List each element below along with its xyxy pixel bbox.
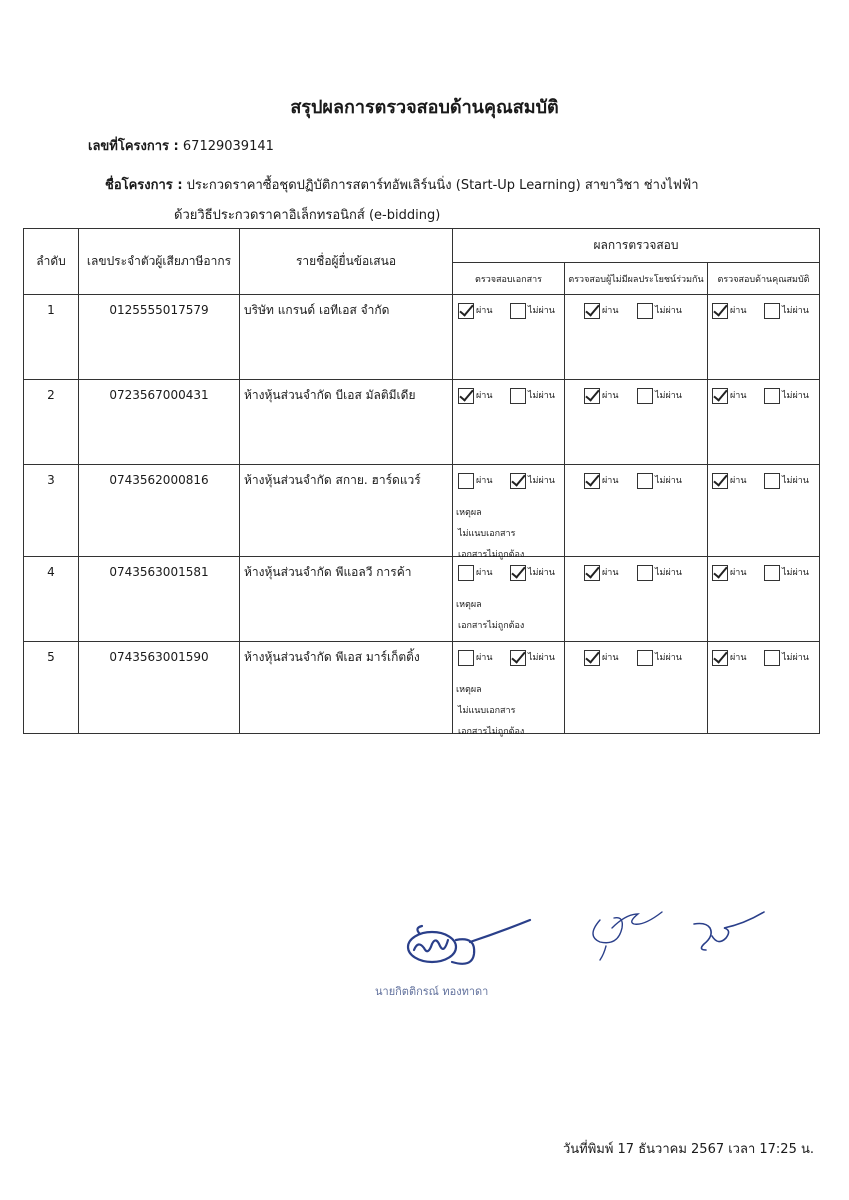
- pass-label: ผ่าน: [476, 653, 493, 663]
- checkbox-icon: [458, 388, 474, 404]
- fail-checkbox: [764, 473, 809, 489]
- pass-label: ผ่าน: [476, 568, 493, 578]
- checkbox-icon: [510, 650, 526, 666]
- table-row: [24, 642, 820, 734]
- conflict-check-cell: [565, 557, 708, 642]
- row-seq: 3: [24, 465, 79, 557]
- pass-label: ผ่าน: [602, 306, 619, 316]
- pass-checkbox: [712, 650, 746, 666]
- conflict-check-cell: [565, 295, 708, 380]
- pass-label: ผ่าน: [730, 653, 747, 663]
- reason-label: เหตุผล: [456, 508, 482, 518]
- table-row: [24, 557, 820, 642]
- pass-checkbox: [584, 650, 618, 666]
- pass-label: ผ่าน: [476, 306, 493, 316]
- reason-text: ไม่แนบเอกสาร: [458, 529, 516, 539]
- fail-label: ไม่ผ่าน: [528, 306, 555, 316]
- checkbox-icon: [584, 565, 600, 581]
- doc-check-cell: [453, 465, 565, 560]
- row-bidder-name: บริษัท แกรนด์ เอทีเอส จำกัด: [240, 295, 453, 380]
- reason-label: เหตุผล: [456, 685, 482, 695]
- checkbox-icon: [584, 303, 600, 319]
- fail-checkbox: [764, 303, 809, 319]
- doc-check-cell: [453, 557, 565, 642]
- table-row: [24, 380, 820, 465]
- fail-label: ไม่ผ่าน: [782, 568, 809, 578]
- pass-label: ผ่าน: [602, 391, 619, 401]
- pass-checkbox: [584, 388, 618, 404]
- reason-text: เอกสารไม่ถูกต้อง: [458, 550, 525, 560]
- row-tax-id: 0125555017579: [79, 295, 240, 380]
- checkbox-icon: [712, 388, 728, 404]
- checkbox-icon: [458, 650, 474, 666]
- fail-checkbox: [637, 473, 682, 489]
- header-doc-check: ตรวจสอบเอกสาร: [453, 263, 565, 295]
- pass-label: ผ่าน: [602, 568, 619, 578]
- row-seq: 1: [24, 295, 79, 380]
- fail-checkbox: [764, 388, 809, 404]
- pass-checkbox: [458, 303, 492, 319]
- checkbox-icon: [458, 473, 474, 489]
- pass-label: ผ่าน: [730, 391, 747, 401]
- doc-check-cell: [453, 642, 565, 737]
- pass-checkbox: [458, 565, 492, 581]
- table-row: [24, 295, 820, 380]
- checkbox-icon: [712, 473, 728, 489]
- row-bidder-name: ห้างหุ้นส่วนจำกัด สกาย. ฮาร์ดแวร์: [240, 465, 453, 557]
- row-tax-id: 0743563001590: [79, 642, 240, 734]
- fail-label: ไม่ผ่าน: [528, 391, 555, 401]
- checkbox-icon: [584, 388, 600, 404]
- pass-label: ผ่าน: [730, 476, 747, 486]
- fail-label: ไม่ผ่าน: [655, 653, 682, 663]
- checkbox-icon: [764, 565, 780, 581]
- header-bidder: รายชื่อผู้ยื่นข้อเสนอ: [240, 229, 453, 295]
- signature-3-icon: [694, 912, 764, 950]
- pass-label: ผ่าน: [730, 568, 747, 578]
- qual-check-cell: [708, 465, 820, 557]
- row-tax-id: 0743562000816: [79, 465, 240, 557]
- row-bidder-name: ห้างหุ้นส่วนจำกัด บีเอส มัลติมีเดีย: [240, 380, 453, 465]
- doc-check-cell: [453, 380, 565, 465]
- signature-2-icon: [593, 912, 662, 960]
- row-seq: 5: [24, 642, 79, 734]
- fail-checkbox: [510, 303, 555, 319]
- signature-1-icon: [408, 920, 530, 964]
- results-table: [23, 228, 820, 737]
- reason-text: เอกสารไม่ถูกต้อง: [458, 727, 525, 737]
- reason-text: ไม่แนบเอกสาร: [458, 706, 516, 716]
- doc-check-cell: [453, 295, 565, 380]
- signature-name: นายกิตติกรณ์ ทองทาดา: [375, 985, 489, 998]
- header-results: ผลการตรวจสอบ: [453, 229, 820, 263]
- row-bidder-name: ห้างหุ้นส่วนจำกัด พีเอส มาร์เก็ตติ้ง: [240, 642, 453, 734]
- project-number: 67129039141: [182, 139, 274, 154]
- fail-label: ไม่ผ่าน: [528, 568, 555, 578]
- row-seq: 2: [24, 380, 79, 465]
- reason-block: [456, 595, 524, 637]
- checkbox-icon: [637, 473, 653, 489]
- row-bidder-name: ห้างหุ้นส่วนจำกัด พีแอลวี การค้า: [240, 557, 453, 642]
- checkbox-icon: [584, 473, 600, 489]
- pass-checkbox: [458, 473, 492, 489]
- checkbox-icon: [712, 565, 728, 581]
- fail-checkbox: [637, 303, 682, 319]
- fail-checkbox: [637, 650, 682, 666]
- conflict-check-cell: [565, 380, 708, 465]
- header-seq: ลำดับ: [24, 229, 79, 295]
- fail-label: ไม่ผ่าน: [655, 391, 682, 401]
- checkbox-icon: [510, 473, 526, 489]
- checkbox-icon: [764, 303, 780, 319]
- pass-label: ผ่าน: [476, 476, 493, 486]
- checkbox-icon: [764, 473, 780, 489]
- checkbox-icon: [458, 303, 474, 319]
- print-date: วันที่พิมพ์ 17 ธันวาคม 2567 เวลา 17:25 น.: [562, 1142, 814, 1157]
- pass-checkbox: [712, 473, 746, 489]
- fail-label: ไม่ผ่าน: [782, 306, 809, 316]
- fail-label: ไม่ผ่าน: [782, 391, 809, 401]
- fail-label: ไม่ผ่าน: [782, 653, 809, 663]
- qual-check-cell: [708, 380, 820, 465]
- row-seq: 4: [24, 557, 79, 642]
- pass-checkbox: [584, 303, 618, 319]
- pass-label: ผ่าน: [730, 306, 747, 316]
- pass-label: ผ่าน: [602, 653, 619, 663]
- project-name-line1: ประกวดราคาซื้อชุดปฏิบัติการสตาร์ทอัพเลิร์นนิ่ง (Start-Up Learning) สาขาวิชา ช่างไฟฟ้า: [186, 178, 699, 193]
- fail-checkbox: [510, 388, 555, 404]
- project-number-line: [88, 135, 274, 156]
- fail-checkbox: [637, 565, 682, 581]
- header-conflict-check: ตรวจสอบผู้ไม่มีผลประโยชน์ร่วมกัน: [565, 263, 708, 295]
- fail-checkbox: [510, 473, 555, 489]
- project-name-line2: ด้วยวิธีประกวดราคาอิเล็กทรอนิกส์ (e-bidding): [174, 208, 441, 223]
- checkbox-icon: [764, 650, 780, 666]
- table-row: [24, 465, 820, 557]
- checkbox-icon: [510, 303, 526, 319]
- conflict-check-cell: [565, 465, 708, 557]
- checkbox-icon: [510, 388, 526, 404]
- fail-checkbox: [637, 388, 682, 404]
- fail-label: ไม่ผ่าน: [655, 306, 682, 316]
- row-tax-id: 0723567000431: [79, 380, 240, 465]
- checkbox-icon: [458, 565, 474, 581]
- project-name-label: ชื่อโครงการ :: [105, 178, 183, 193]
- checkbox-icon: [764, 388, 780, 404]
- checkbox-icon: [637, 650, 653, 666]
- pass-checkbox: [458, 650, 492, 666]
- fail-checkbox: [510, 650, 555, 666]
- row-tax-id: 0743563001581: [79, 557, 240, 642]
- pass-checkbox: [712, 388, 746, 404]
- pass-checkbox: [712, 565, 746, 581]
- header-tax-id: เลขประจำตัวผู้เสียภาษีอากร: [79, 229, 240, 295]
- checkbox-icon: [510, 565, 526, 581]
- fail-checkbox: [764, 650, 809, 666]
- qual-check-cell: [708, 295, 820, 380]
- project-name-line: [105, 174, 795, 195]
- fail-label: ไม่ผ่าน: [528, 653, 555, 663]
- checkbox-icon: [584, 650, 600, 666]
- pass-checkbox: [584, 473, 618, 489]
- project-number-label: เลขที่โครงการ :: [88, 139, 179, 154]
- pass-checkbox: [712, 303, 746, 319]
- qual-check-cell: [708, 557, 820, 642]
- page-title: สรุปผลการตรวจสอบด้านคุณสมบัติ: [290, 97, 559, 118]
- conflict-check-cell: [565, 642, 708, 734]
- fail-label: ไม่ผ่าน: [782, 476, 809, 486]
- reason-label: เหตุผล: [456, 600, 482, 610]
- pass-checkbox: [458, 388, 492, 404]
- checkbox-icon: [637, 303, 653, 319]
- reason-text: เอกสารไม่ถูกต้อง: [458, 621, 525, 631]
- checkbox-icon: [712, 303, 728, 319]
- fail-checkbox: [510, 565, 555, 581]
- fail-label: ไม่ผ่าน: [655, 476, 682, 486]
- header-qual-check: ตรวจสอบด้านคุณสมบัติ: [708, 263, 820, 295]
- fail-label: ไม่ผ่าน: [528, 476, 555, 486]
- checkbox-icon: [712, 650, 728, 666]
- pass-checkbox: [584, 565, 618, 581]
- reason-block: [456, 680, 524, 743]
- checkbox-icon: [637, 388, 653, 404]
- fail-checkbox: [764, 565, 809, 581]
- pass-label: ผ่าน: [476, 391, 493, 401]
- qual-check-cell: [708, 642, 820, 734]
- fail-label: ไม่ผ่าน: [655, 568, 682, 578]
- pass-label: ผ่าน: [602, 476, 619, 486]
- checkbox-icon: [637, 565, 653, 581]
